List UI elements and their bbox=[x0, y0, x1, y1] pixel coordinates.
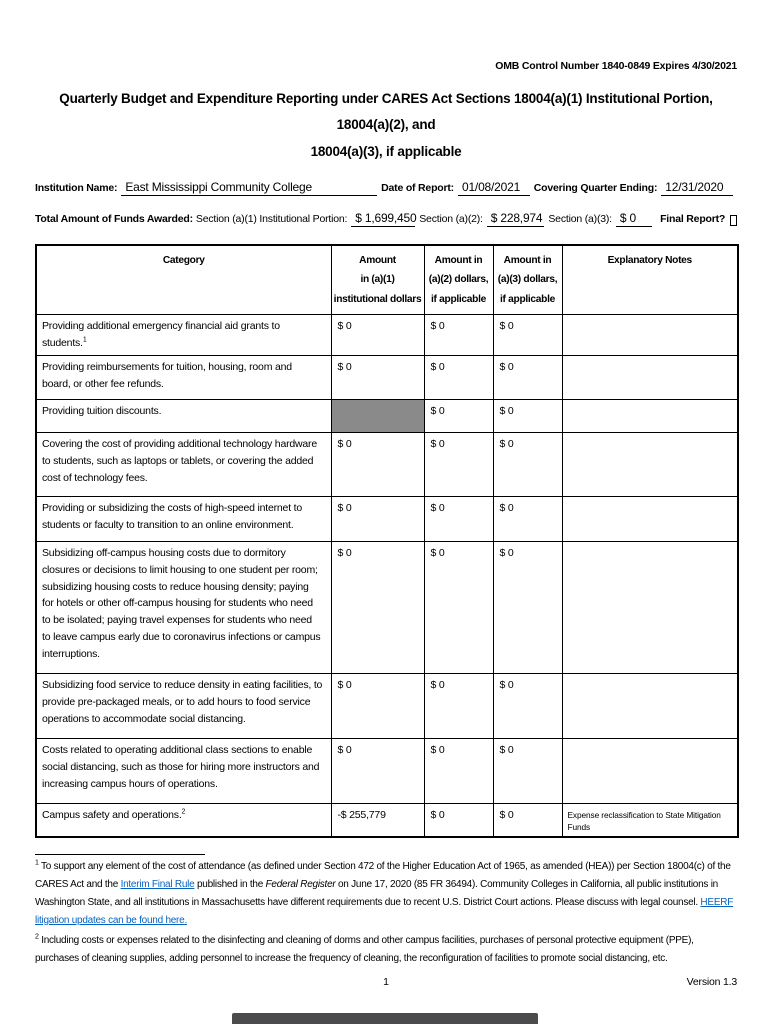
footnote-ref: 1 bbox=[82, 336, 87, 344]
table-row bbox=[36, 400, 738, 433]
title-line-1: Quarterly Budget and Expenditure Reporting under CARES Act Sections 18004(a)(1) Institutional Portion, 18004(a)(2), and bbox=[59, 91, 713, 133]
amount-a2-cell[interactable]: $ 0 bbox=[424, 739, 493, 804]
amount-a2-cell[interactable]: $ 0 bbox=[424, 674, 493, 739]
column-header-line: if applicable bbox=[500, 293, 555, 305]
amount-a2-cell[interactable]: $ 0 bbox=[424, 315, 493, 356]
final-report-label: Final Report? bbox=[660, 212, 726, 225]
amount-a2-cell[interactable]: $ 0 bbox=[424, 542, 493, 674]
amount-a3-cell[interactable]: $ 0 bbox=[493, 433, 562, 497]
amount-a1-cell[interactable]: $ 0 bbox=[331, 739, 424, 804]
column-header bbox=[36, 245, 331, 315]
column-header-line: Amount in bbox=[434, 254, 483, 266]
section-a3-label: Section (a)(3): bbox=[548, 212, 612, 225]
explanatory-notes-cell[interactable]: Expense reclassification to State Mitigation Funds bbox=[562, 804, 738, 838]
italic-text: Federal Register bbox=[265, 879, 336, 891]
column-header-line: (a)(2) dollars, bbox=[428, 274, 489, 286]
column-header-line: if applicable bbox=[431, 293, 486, 305]
amount-a2-cell[interactable]: $ 0 bbox=[424, 497, 493, 542]
amount-a1-cell[interactable]: $ 0 bbox=[331, 542, 424, 674]
category-cell: Providing tuition discounts. bbox=[36, 400, 331, 433]
footnote-text: To support any element of the cost of attendance (as defined under Section 472 of the Higher Education Act of 1965, as amended (HEA)) per Section 18004(c) of the CARES Act and the bbox=[35, 861, 731, 891]
amount-a3-cell[interactable]: $ 0 bbox=[493, 400, 562, 433]
column-header bbox=[424, 245, 493, 315]
explanatory-notes-cell[interactable] bbox=[562, 739, 738, 804]
explanatory-notes-cell[interactable] bbox=[562, 674, 738, 739]
covering-quarter-field[interactable]: 12/31/2020 bbox=[661, 180, 733, 196]
institution-name-label: Institution Name: bbox=[35, 181, 118, 194]
date-of-report-field[interactable]: 01/08/2021 bbox=[458, 180, 530, 196]
bottom-drag-handle[interactable] bbox=[232, 1013, 538, 1024]
category-cell: Covering the cost of providing additional technology hardware to students, such as laptops or tablets, or covering the added cost of technology fees. bbox=[36, 433, 331, 497]
section-a1-field[interactable]: $ 1,699,450 bbox=[351, 211, 415, 227]
explanatory-notes-cell[interactable] bbox=[562, 315, 738, 356]
table-header-row bbox=[36, 245, 738, 315]
footnote-link[interactable]: Interim Final Rule bbox=[120, 879, 195, 891]
category-cell: Providing reimbursements for tuition, housing, room and board, or other fee refunds. bbox=[36, 356, 331, 400]
table-row bbox=[36, 739, 738, 804]
column-header bbox=[331, 245, 424, 315]
section-a2-field[interactable]: $ 228,974 bbox=[487, 211, 545, 227]
explanatory-notes-cell[interactable] bbox=[562, 400, 738, 433]
amount-a3-cell[interactable]: $ 0 bbox=[493, 356, 562, 400]
footnote-text: on June 17, 2020 (85 FR 36494). Community Colleges in California, all public institutions in Washington State, and all institutions in Massachusetts have different requirements due to recent U.S. District Court actions. Please discuss with legal counsel. bbox=[35, 879, 718, 908]
page-footer bbox=[35, 976, 737, 992]
column-header-line: in (a)(1) bbox=[360, 274, 395, 286]
column-header bbox=[562, 245, 738, 315]
amount-a3-cell[interactable]: $ 0 bbox=[493, 739, 562, 804]
column-header-line: institutional dollars bbox=[333, 293, 422, 305]
omb-control-line: OMB Control Number 1840-0849 Expires 4/30/2021 bbox=[495, 60, 737, 72]
column-header-line: Category bbox=[162, 254, 205, 266]
category-cell: Subsidizing food service to reduce density in eating facilities, to provide pre-packaged meals, or to add hours to food service operations to accommodate social distancing. bbox=[36, 674, 331, 739]
document-title bbox=[35, 86, 737, 165]
table-row bbox=[36, 804, 738, 838]
footnote-text: Including costs or expenses related to the disinfecting and cleaning of dorms and other campus facilities, purchases of personal protective equipment (PPE), purchases of cleaning supplies, adding personnel to increase the frequency of cleaning, the reconfiguration of facilities to promote social distancing, etc. bbox=[35, 935, 694, 965]
amount-a1-cell[interactable]: -$ 255,779 bbox=[331, 804, 424, 838]
category-cell: Campus safety and operations.$^2$ bbox=[36, 804, 331, 838]
amount-a2-cell[interactable]: $ 0 bbox=[424, 356, 493, 400]
category-cell: Providing additional emergency financial aid grants to students.$^1$ bbox=[36, 315, 331, 356]
page-number: 1 bbox=[383, 976, 389, 989]
footnote-link[interactable]: HEERF litigation updates can be found here. bbox=[35, 896, 734, 926]
table-row bbox=[36, 315, 738, 356]
table-row bbox=[36, 356, 738, 400]
category-cell: Subsidizing off-campus housing costs due to dormitory closures or decisions to limit housing to one student per room; subsidizing housing costs to reduce housing density; paying for hotels or other off-campus housing for students who need to be isolated; paying travel expenses for students who need to leave campus early due to coronavirus infections or campus interruptions. bbox=[36, 542, 331, 674]
column-header-line: Amount in bbox=[503, 254, 552, 266]
title-line-2: 18004(a)(3), if applicable bbox=[310, 143, 462, 159]
table-row bbox=[36, 433, 738, 497]
column-header bbox=[493, 245, 562, 315]
explanatory-notes-cell[interactable] bbox=[562, 497, 738, 542]
amount-a3-cell[interactable]: $ 0 bbox=[493, 542, 562, 674]
date-of-report-label: Date of Report: bbox=[381, 181, 454, 194]
amount-a2-cell[interactable]: $ 0 bbox=[424, 400, 493, 433]
amount-a3-cell[interactable]: $ 0 bbox=[493, 497, 562, 542]
amount-a1-cell[interactable]: $ 0 bbox=[331, 497, 424, 542]
footnote-ref: 2 bbox=[181, 808, 186, 816]
table-row bbox=[36, 497, 738, 542]
category-cell: Providing or subsidizing the costs of high-speed internet to students or faculty to transition to an online environment. bbox=[36, 497, 331, 542]
amount-a2-cell[interactable]: $ 0 bbox=[424, 804, 493, 838]
amount-a1-cell[interactable] bbox=[331, 400, 424, 433]
category-cell: Costs related to operating additional class sections to enable social distancing, such as those for hiring more instructors and increasing campus hours of operations. bbox=[36, 739, 331, 804]
table-row bbox=[36, 674, 738, 739]
section-a2-label: Section (a)(2): bbox=[419, 212, 483, 225]
total-funds-awarded-label: Total Amount of Funds Awarded: bbox=[35, 212, 193, 225]
amount-a3-cell[interactable]: $ 0 bbox=[493, 804, 562, 838]
version-label: Version 1.3 bbox=[686, 976, 737, 989]
amount-a1-cell[interactable]: $ 0 bbox=[331, 433, 424, 497]
final-report-checkbox[interactable] bbox=[730, 215, 737, 226]
column-header-line: Amount bbox=[359, 254, 396, 266]
explanatory-notes-cell[interactable] bbox=[562, 542, 738, 674]
footnote-separator bbox=[35, 854, 205, 855]
amount-a3-cell[interactable]: $ 0 bbox=[493, 315, 562, 356]
budget-table bbox=[35, 244, 739, 838]
amount-a3-cell[interactable]: $ 0 bbox=[493, 674, 562, 739]
amount-a1-cell[interactable]: $ 0 bbox=[331, 356, 424, 400]
institution-row bbox=[35, 180, 737, 196]
institution-name-field[interactable]: East Mississippi Community College bbox=[121, 180, 377, 196]
covering-quarter-label: Covering Quarter Ending: bbox=[533, 181, 658, 194]
footnote-2 bbox=[35, 932, 737, 968]
column-header-line: (a)(3) dollars, bbox=[497, 274, 558, 286]
footnote-marker: 1 bbox=[35, 859, 39, 867]
amount-a1-cell[interactable]: $ 0 bbox=[331, 315, 424, 356]
amount-a1-cell[interactable]: $ 0 bbox=[331, 674, 424, 739]
explanatory-notes-cell[interactable] bbox=[562, 356, 738, 400]
footnote-1 bbox=[35, 858, 737, 929]
funds-awarded-row bbox=[35, 211, 737, 227]
column-header-line: Explanatory Notes bbox=[607, 254, 692, 266]
amount-a2-cell[interactable]: $ 0 bbox=[424, 433, 493, 497]
explanatory-notes-cell[interactable] bbox=[562, 433, 738, 497]
footnote-marker: 2 bbox=[35, 934, 39, 942]
section-a1-label: Section (a)(1) Institutional Portion: bbox=[195, 212, 348, 225]
section-a3-field[interactable]: $ 0 bbox=[616, 211, 652, 227]
footnote-text: published in the bbox=[194, 879, 266, 891]
table-row bbox=[36, 542, 738, 674]
